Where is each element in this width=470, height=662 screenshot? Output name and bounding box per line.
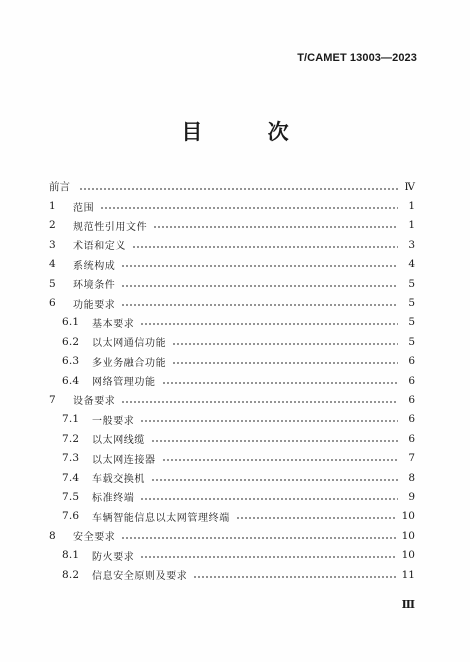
toc-entry-page: 3: [408, 238, 415, 251]
toc-dot-leader: [153, 226, 398, 228]
toc-entry-page: 6: [408, 413, 415, 426]
toc-entry[interactable]: [0, 545, 470, 564]
toc-entry-title: 以太网通信功能: [92, 338, 167, 350]
toc-entry[interactable]: [0, 429, 470, 448]
toc-dot-leader: [140, 323, 398, 325]
toc-entry-number: 7.6: [62, 510, 80, 523]
toc-dot-leader: [140, 498, 398, 500]
toc-entry[interactable]: [0, 274, 470, 293]
toc-entry-page: 10: [401, 549, 415, 562]
toc-entry[interactable]: [0, 332, 470, 351]
toc-entry-number: 前言: [49, 181, 70, 194]
toc-dot-leader: [151, 440, 398, 442]
toc-entry-number: 2: [49, 219, 56, 232]
toc-entry-page: Ⅳ: [404, 180, 415, 193]
toc-dot-leader: [140, 556, 396, 558]
toc-entry-number: 7.3: [62, 452, 80, 465]
toc-entry-number: 8.2: [62, 568, 80, 581]
toc-entry-number: 6.2: [62, 335, 80, 348]
toc-dot-leader: [162, 382, 398, 384]
toc-entry-title: 多业务融合功能: [92, 357, 167, 369]
toc-entry-number: 7.1: [62, 413, 80, 426]
toc-entry[interactable]: [0, 313, 470, 332]
toc-entry-number: 6.1: [62, 316, 80, 329]
standard-code: T/CAMET 13003—2023: [297, 52, 417, 64]
toc-dot-leader: [121, 304, 398, 306]
toc-dot-leader: [100, 207, 398, 209]
toc-entry[interactable]: [0, 255, 470, 274]
toc-entry[interactable]: [0, 235, 470, 254]
toc-entry-title: 防火要求: [92, 551, 135, 563]
toc-entry-title: 设备要求: [73, 396, 116, 408]
toc-entry-number: 6: [49, 297, 56, 310]
toc-entry-number: 8: [49, 529, 56, 542]
toc-dot-leader: [193, 576, 396, 578]
toc-entry[interactable]: [0, 352, 470, 371]
toc-dot-leader: [79, 188, 398, 190]
toc-entry-title: 车载交换机: [92, 474, 145, 486]
toc-entry-page: 9: [408, 490, 415, 503]
toc-entry-page: 10: [401, 510, 415, 523]
toc-entry-page: 5: [408, 297, 415, 310]
toc-entry-page: 10: [401, 529, 415, 542]
toc-dot-leader: [172, 343, 398, 345]
toc-entry[interactable]: [0, 293, 470, 312]
toc-entry-title: 范围: [73, 202, 95, 214]
toc-entry-title: 网络管理功能: [92, 377, 156, 389]
toc-entry-number: 5: [49, 277, 56, 290]
toc-dot-leader: [236, 517, 397, 519]
toc-entry-number: 7.2: [62, 432, 80, 445]
toc-entry-page: 1: [408, 200, 415, 213]
toc-dot-leader: [121, 401, 398, 403]
toc-entry-page: 6: [408, 393, 415, 406]
toc-entry-title: 环境条件: [73, 280, 116, 292]
toc-dot-leader: [132, 246, 398, 248]
toc-dot-leader: [172, 362, 398, 364]
toc-entry-title: 功能要求: [73, 299, 116, 311]
toc-dot-leader: [121, 537, 396, 539]
toc-entry[interactable]: [0, 487, 470, 506]
toc-dot-leader: [121, 285, 398, 287]
toc-entry-title: 术语和定义: [73, 241, 126, 253]
toc-dot-leader: [140, 420, 398, 422]
toc-entry-number: 4: [49, 258, 56, 271]
table-of-contents: [0, 177, 470, 584]
toc-dot-leader: [162, 459, 398, 461]
toc-dot-leader: [121, 265, 398, 267]
toc-entry[interactable]: [0, 390, 470, 409]
toc-entry-title: 车辆智能信息以太网管理终端: [92, 512, 230, 524]
toc-entry[interactable]: [0, 468, 470, 487]
toc-entry-number: 8.1: [62, 549, 80, 562]
toc-entry-title: 基本要求: [92, 318, 135, 330]
toc-entry[interactable]: [0, 371, 470, 390]
toc-entry[interactable]: [0, 196, 470, 215]
toc-entry-number: 6.3: [62, 355, 80, 368]
page-number: Ⅲ: [401, 598, 415, 611]
toc-entry-number: 7.4: [62, 471, 80, 484]
toc-entry[interactable]: [0, 410, 470, 429]
toc-entry-title: 以太网线缆: [92, 435, 145, 447]
toc-entry-page: 1: [408, 219, 415, 232]
toc-entry-page: 5: [408, 316, 415, 329]
toc-entry-title: 安全要求: [73, 532, 116, 544]
toc-entry-number: 3: [49, 238, 56, 251]
toc-entry-title: 规范性引用文件: [73, 221, 148, 233]
toc-entry-page: 7: [408, 452, 415, 465]
toc-entry-page: 6: [408, 432, 415, 445]
toc-entry[interactable]: [0, 526, 470, 545]
toc-entry[interactable]: [0, 216, 470, 235]
toc-entry-page: 5: [408, 335, 415, 348]
toc-entry-page: 4: [408, 258, 415, 271]
toc-entry-title: 一般要求: [92, 415, 135, 427]
toc-entry-number: 7: [49, 393, 56, 406]
toc-entry-title: 以太网连接器: [92, 454, 156, 466]
toc-entry[interactable]: [0, 565, 470, 584]
toc-entry-title: 信息安全原则及要求: [92, 571, 188, 582]
page-title: 目 次: [181, 120, 318, 144]
toc-entry-page: 6: [408, 374, 415, 387]
toc-entry-page: 6: [408, 355, 415, 368]
toc-dot-leader: [151, 479, 398, 481]
toc-entry-title: 系统构成: [73, 260, 116, 272]
toc-entry-number: 7.5: [62, 490, 80, 503]
toc-entry[interactable]: [0, 448, 470, 467]
toc-entry[interactable]: [0, 177, 470, 196]
toc-entry-page: 11: [401, 568, 415, 581]
toc-entry-page: 8: [408, 471, 415, 484]
toc-entry-title: 标准终端: [92, 493, 135, 505]
toc-entry[interactable]: [0, 507, 470, 526]
toc-entry-number: 1: [49, 200, 56, 213]
toc-entry-page: 5: [408, 277, 415, 290]
toc-entry-number: 6.4: [62, 374, 80, 387]
